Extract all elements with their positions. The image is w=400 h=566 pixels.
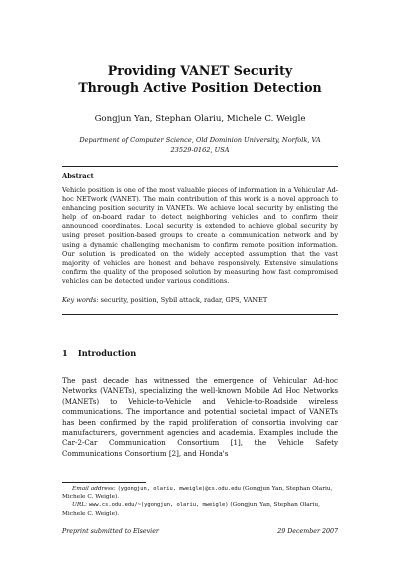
introduction-text: The past decade has witnessed the emergence of Vehicular Ad-hoc Networks (VANETs), specializing the well-known Mobile Ad Hoc Networks (MANETs) to Vehicle-to-Vehicle and Vehicle-to-Roadside wireless communications. The importance and potential societal impact of VANETs has been confirmed by the rapid proliferation of consortia involving car manufacturers, government agencies and academia. Examples include the Car-2-Car Communication Consortium [1], the Vehicle Safety Communications Consortium [2], and Honda's	[62, 376, 338, 458]
footnote-rule	[62, 482, 146, 483]
affiliation-line-1: Department of Computer Science, Old Dominion University, Norfolk, VA	[79, 136, 321, 144]
keywords-label: Key words:	[62, 296, 99, 304]
paper-title	[0, 62, 400, 96]
abstract-top-rule	[62, 166, 338, 167]
url-label: URL:	[72, 502, 88, 509]
title-line-1: Providing VANET Security	[107, 63, 293, 78]
abstract-text: Vehicle position is one of the most valuable pieces of information in a Vehicular Ad-hoc NETwork (VANET). The main contribution of this work is a novel approach to enhancing position security in VANETs. We achieve local security by enlisting the help of on-board radar to detect neighboring vehicles and to confirm their announced coordinates. Local security is extended to achieve global security by using preset position-based groups to create a communication network and by using a dynamic challenging mechanism to confirm remote position information. Our solution is predicated on the widely accepted assumption that the vast majority of vehicles are honest and behave responsively. Extensive simulations confirm the quality of the proposed solution by measuring how fast compromised vehicles can be detected under various conditions.	[62, 186, 338, 285]
url-address: www.cs.odu.edu/~(ygongjun, olariu, mweigle)	[88, 502, 229, 509]
abstract-heading: Abstract	[62, 172, 94, 180]
section-number: 1	[62, 348, 68, 358]
footer-preprint-note: Preprint submitted to Elsevier	[62, 528, 159, 535]
author-list: Gongjun Yan, Stephan Olariu, Michele C. Weigle	[94, 114, 306, 124]
affiliation	[60, 136, 340, 155]
title-line-2: Through Active Position Detection	[78, 80, 322, 95]
footnotes	[62, 485, 338, 518]
keywords-list: security, position, Sybil attack, radar, GPS, VANET	[100, 296, 268, 304]
keywords	[62, 296, 338, 304]
abstract-bottom-rule	[62, 314, 338, 315]
footnote-url	[62, 501, 338, 517]
email-label: Email address:	[72, 486, 116, 492]
email-address: (ygongjun, olariu, mweigle)@cs.odu.edu	[117, 486, 241, 492]
email-suffix: (Gongjun Yan, Stephan Olariu, Michele C. Weigle).	[62, 486, 333, 501]
url-suffix: (Gongjun Yan, Stephan Olariu, Michele C. Weigle).	[62, 502, 320, 517]
section-heading	[62, 348, 136, 358]
footnote-email	[62, 485, 338, 501]
footer-date: 29 December 2007	[277, 528, 338, 535]
section-title: Introduction	[77, 348, 137, 358]
affiliation-line-2: 23529-0162, USA	[170, 145, 230, 154]
